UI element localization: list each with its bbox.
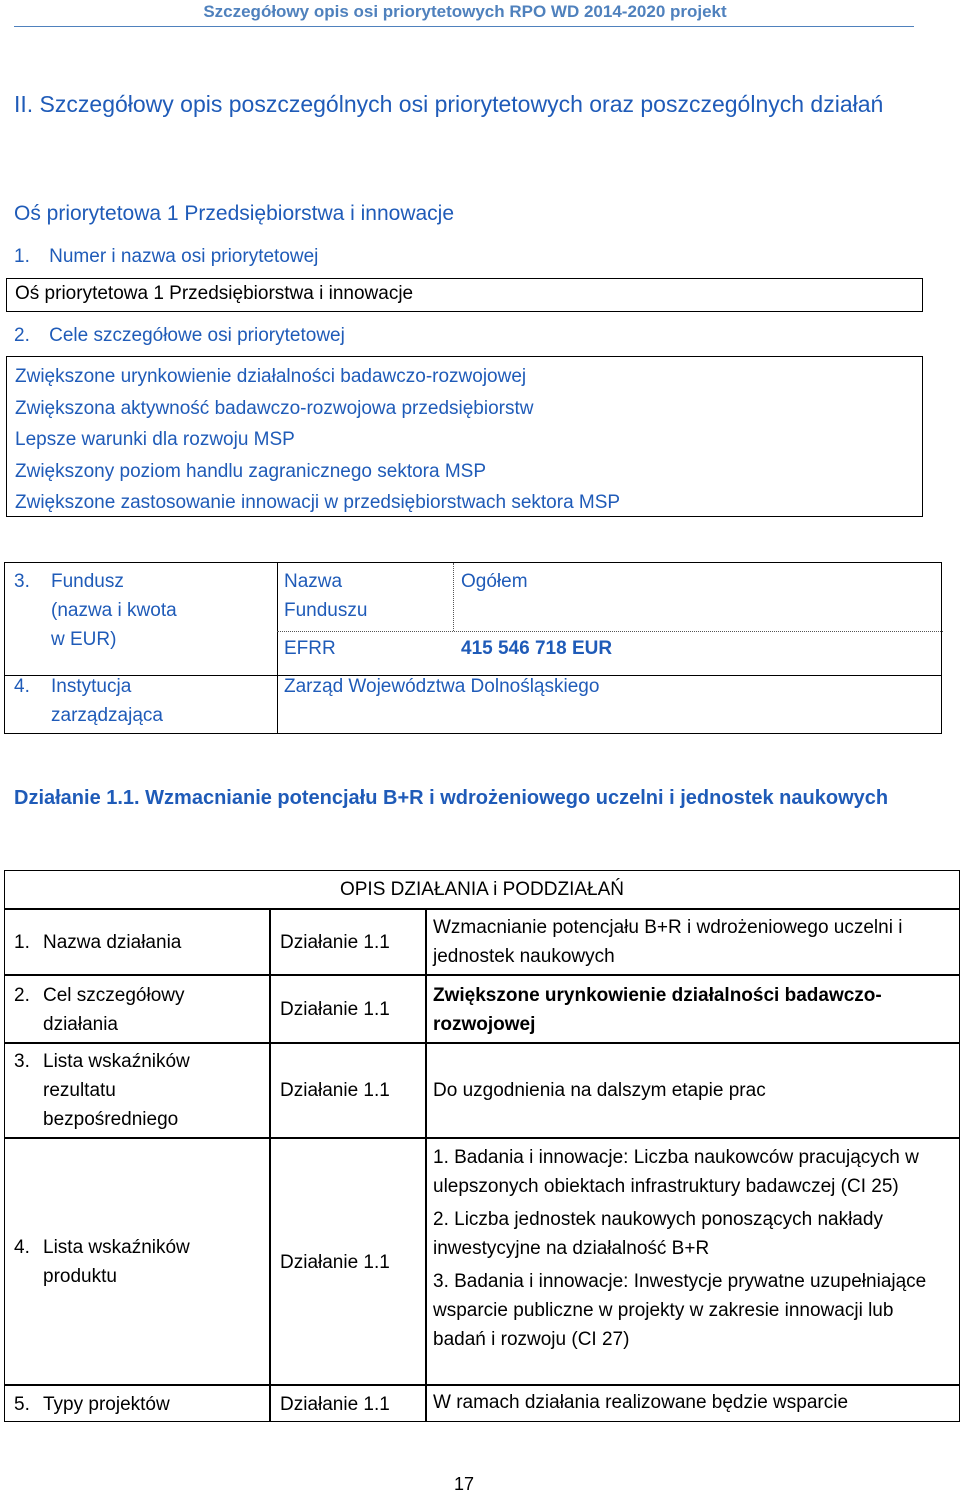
row3-num: 3. [14,1051,30,1072]
row5-label: Typy projektów [43,1394,170,1415]
section2-text: Cele szczegółowe osi priorytetowej [49,325,345,346]
section1-value: Oś priorytetowa 1 Przedsiębiorstwa i innowacje [15,283,414,304]
indicator-item: 1. Badania i innowacje: Liczba naukowców pracujących w ulepszonych obiektach infrastruktury badawczej (CI 25) [433,1147,919,1197]
row4-num: 4. [14,1237,30,1258]
objective-item: Zwiększone urynkowienie działalności badawczo-rozwojowej [15,366,527,387]
row-divider [5,1384,959,1386]
row4-label: Lista wskaźników produktu [43,1237,190,1287]
row-divider [5,974,959,976]
col-fund-name-line: Nazwa [284,571,343,592]
objective-item: Zwiększona aktywność badawczo-rozwojowa przedsiębiorstw [15,397,534,419]
opis-table [4,870,960,1422]
col-fund-name [284,567,367,625]
row-divider [5,1137,959,1139]
row4-items [433,1143,943,1354]
inst-label-line: Instytucja [51,676,132,697]
section2-label [14,325,345,347]
fund-label [51,567,177,654]
row1-ref: Działanie 1.1 [280,932,390,953]
row5-num: 5. [14,1394,30,1415]
row-divider [5,1042,959,1044]
row2-ref: Działanie 1.1 [280,999,390,1020]
row5-ref: Działanie 1.1 [280,1394,390,1415]
fund-label-line: (nazwa i kwota [51,600,177,621]
row1-num: 1. [14,932,30,953]
indicator-item: 3. Badania i innowacje: Inwestycje prywatne uzupełniające wsparcie publiczne w projekty w zakresie innowacji lub badań i rozwoju (CI 27) [433,1271,927,1350]
inst-num: 4. [14,676,30,697]
row3-ref: Działanie 1.1 [280,1080,390,1101]
header-divider [14,26,914,27]
fund-name: EFRR [284,638,336,659]
row2-num: 2. [14,985,30,1006]
row5-value: W ramach działania realizowane będzie wsparcie [433,1392,849,1413]
running-header: Szczegółowy opis osi priorytetowych RPO WD 2014-2020 projekt [203,2,727,21]
axis-heading: Oś priorytetowa 1 Przedsiębiorstwa i innowacje [14,202,455,225]
inst-label-line: zarządzająca [51,705,163,726]
section1-num: 1. [14,246,30,267]
row1-value: Wzmacnianie potencjału B+R i wdrożeniowego uczelni i jednostek naukowych [433,917,903,967]
col-total: Ogółem [461,571,528,592]
objective-item: Lepsze warunki dla rozwoju MSP [15,429,295,450]
section-heading: II. Szczegółowy opis poszczególnych osi priorytetowych oraz poszczególnych działań [14,91,884,117]
opis-header: OPIS DZIAŁANIA i PODDZIAŁAŃ [339,879,625,900]
table-divider [277,631,943,632]
fund-table [4,562,942,734]
col-fund-name-line: Funduszu [284,600,368,621]
row2-value: Zwiększone urynkowienie działalności badawczo-rozwojowej [433,985,882,1035]
fund-label-line: Fundusz [51,571,124,592]
section1-label [14,246,318,268]
section2-num: 2. [14,325,30,346]
indicator-item: 2. Liczba jednostek naukowych ponoszących nakłady inwestycyjne na działalność B+R [433,1209,883,1259]
objective-item: Zwiększony poziom handlu zagranicznego sektora MSP [15,460,487,482]
inst-label [51,672,163,730]
objective-item: Zwiększone zastosowanie innowacji w przedsiębiorstwach sektora MSP [15,492,621,513]
row3-label: Lista wskaźników rezultatu bezpośredniego [43,1051,190,1130]
row3-value: Do uzgodnienia na dalszym etapie prac [433,1080,766,1101]
fund-num: 3. [14,571,30,592]
col-divider [425,908,427,1421]
table-divider [453,563,454,631]
fund-amount: 415 546 718 EUR [461,638,613,659]
page-number: 17 [453,1474,475,1494]
section1-box [6,278,923,312]
col-divider [269,908,271,1421]
row1-label: Nazwa działania [43,932,182,953]
section2-box [6,356,923,517]
table-divider [277,563,278,733]
inst-value: Zarząd Województwa Dolnośląskiego [284,676,600,697]
fund-label-line: w EUR) [51,629,117,650]
section1-text: Numer i nazwa osi priorytetowej [49,246,319,267]
row4-ref: Działanie 1.1 [280,1252,390,1273]
row-divider [5,908,959,910]
action-title: Działanie 1.1. Wzmacnianie potencjału B+R i wdrożeniowego uczelni i jednostek naukowych [14,787,889,809]
row2-label: Cel szczegółowy działania [43,985,185,1035]
